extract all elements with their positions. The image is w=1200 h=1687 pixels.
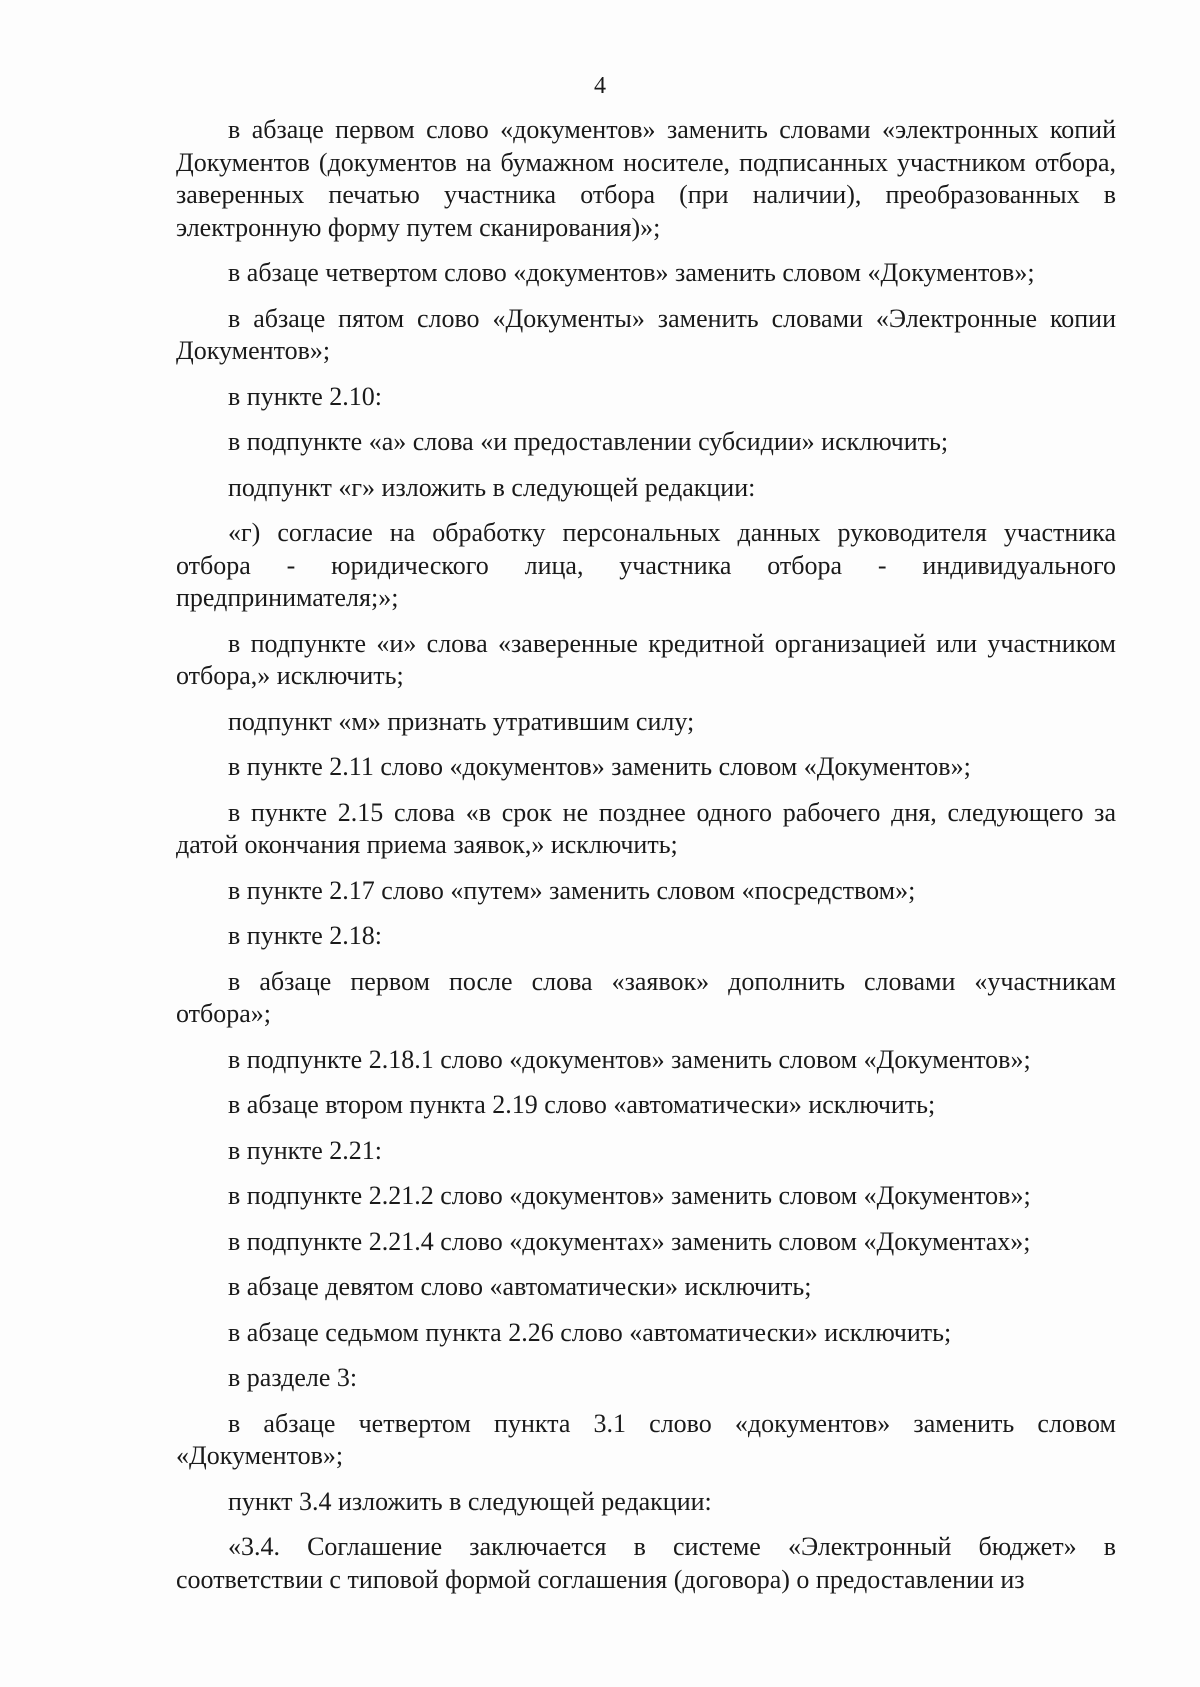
paragraph: в пункте 2.21: [228,1135,383,1165]
paragraph: «3.4. Соглашение заключается в системе «Электронный бюджет» в соответствии с типовой формой соглашения (договора) о предоставлении из [176,1532,1116,1594]
paragraph: в абзаце девятом слово «автоматически» исключить; [228,1272,812,1301]
paragraph: в подпункте 2.21.2 слово «документов» заменить словом «Документов»; [228,1181,1031,1210]
paragraph: пункт 3.4 изложить в следующей редакции: [228,1486,712,1516]
paragraph: в абзаце первом слово «документов» заменить словами «электронных копий Документов (документов на бумажном носителе, подписанных участником отбора, заверенных печатью участника отбора (при наличии), преобразованных в электронную форму путем сканирования)»; [176,115,1116,242]
paragraph: в подпункте «и» слова «заверенные кредитной организацией или участником отбора,» исключить; [176,628,1116,690]
paragraph: в абзаце четвертом пункта 3.1 слово «документов» заменить словом «Документов»; [176,1408,1116,1470]
paragraph: подпункт «г» изложить в следующей редакции: [228,472,756,502]
paragraph: в абзаце втором пункта 2.19 слово «автоматически» исключить; [228,1090,936,1119]
paragraph: в пункте 2.10: [228,381,383,411]
paragraph: в подпункте «а» слова «и предоставлении субсидии» исключить; [228,427,949,456]
page-number: 4 [594,73,606,99]
paragraph: в абзаце четвертом слово «документов» заменить словом «Документов»; [228,258,1035,287]
document-body [176,114,1116,1609]
paragraph: подпункт «м» признать утратившим силу; [228,706,695,736]
paragraph: в пункте 2.15 слова «в срок не позднее одного рабочего дня, следующего за датой окончания приема заявок,» исключить; [176,797,1116,859]
paragraph: в пункте 2.11 слово «документов» заменить словом «Документов»; [228,752,971,781]
paragraph: в подпункте 2.21.4 слово «документах» заменить словом «Документах»; [228,1226,1031,1256]
paragraph: в абзаце пятом слово «Документы» заменить словами «Электронные копии Документов»; [176,303,1116,365]
paragraph: в абзаце первом после слова «заявок» дополнить словами «участникам отбора»; [176,966,1116,1028]
paragraph: в пункте 2.18: [228,921,383,950]
paragraph: в пункте 2.17 слово «путем» заменить словом «посредством»; [228,875,916,905]
paragraph: в разделе 3: [228,1363,358,1392]
paragraph: «г) согласие на обработку персональных данных руководителя участника отбора - юридического лица, участника отбора - индивидуального предпринимателя;»; [176,518,1116,612]
paragraph: в абзаце седьмом пункта 2.26 слово «автоматически» исключить; [228,1317,952,1347]
paragraph: в подпункте 2.18.1 слово «документов» заменить словом «Документов»; [228,1044,1031,1074]
